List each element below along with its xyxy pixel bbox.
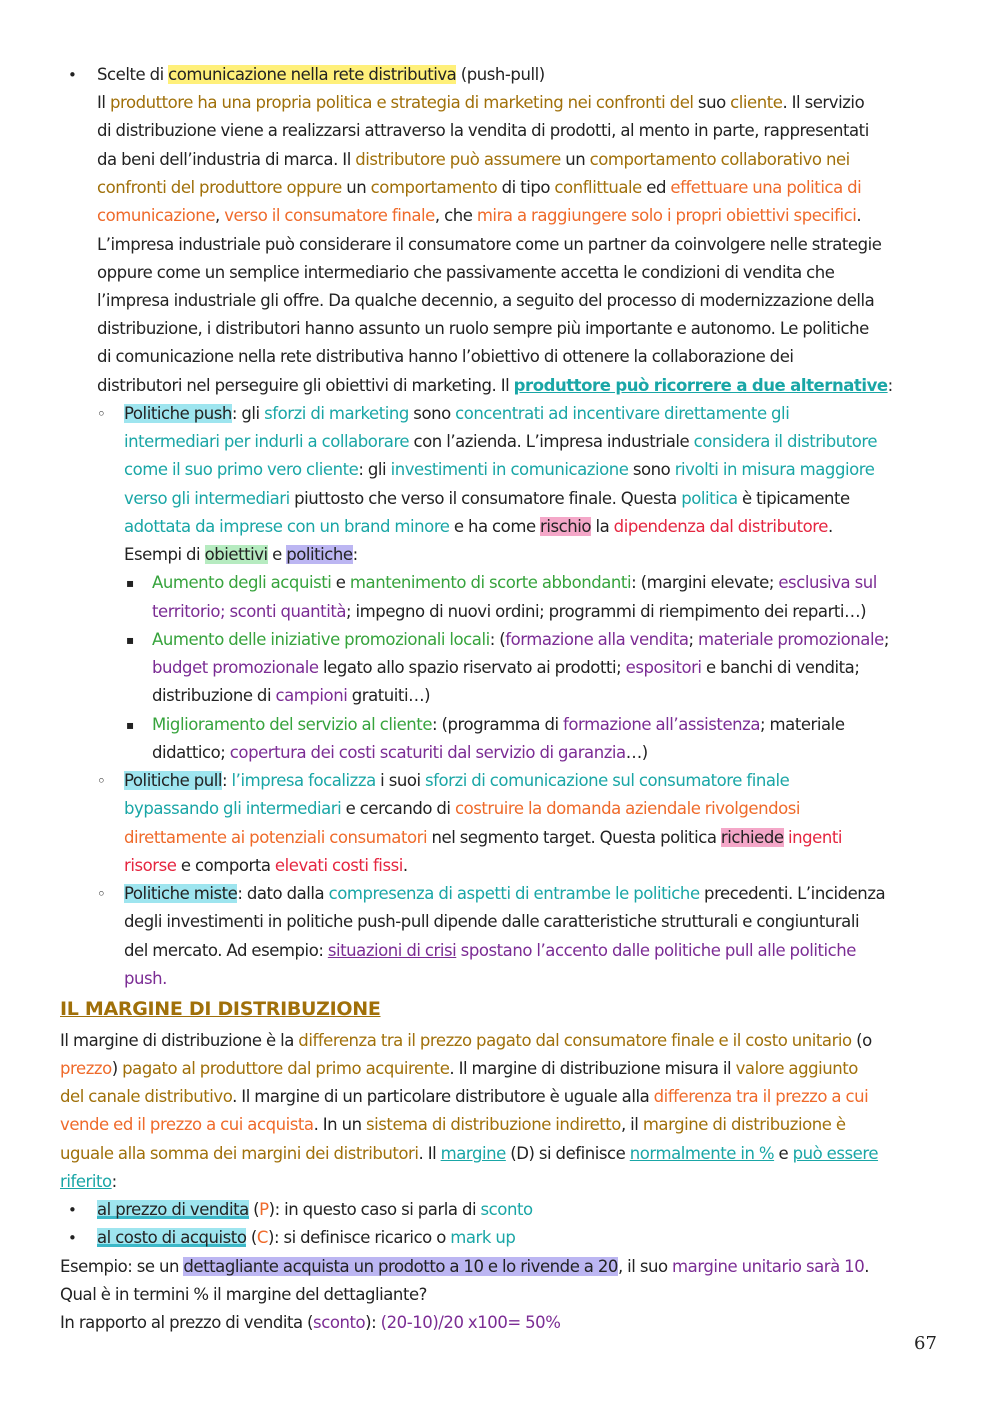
section-title-line — [97, 61, 545, 89]
text: didattico; — [152, 743, 230, 762]
text: precedenti. L’incidenza — [699, 884, 886, 903]
text: In rapporto al prezzo di vendita ( — [60, 1313, 314, 1332]
push-example-line — [152, 569, 877, 597]
text: intermediari per indurli a collaborare — [124, 432, 410, 451]
bullet-square: ▪ — [126, 633, 135, 647]
text: . — [827, 517, 833, 536]
text: …) — [625, 743, 648, 762]
text: costruire la domanda aziendale rivolgendosi — [454, 799, 801, 818]
text: sforzi di comunicazione sul consumatore finale — [425, 771, 790, 790]
text: , il — [620, 1115, 643, 1134]
text: rivolti in misura maggiore — [674, 460, 875, 479]
text: , che — [434, 206, 477, 225]
pull-line — [124, 767, 789, 795]
text: verso gli intermediari — [124, 489, 290, 508]
text: Scelte di — [97, 65, 169, 84]
text: e ha come — [449, 517, 541, 536]
text: uguale alla somma dei margini dei distributori — [60, 1144, 419, 1163]
text: ; — [688, 630, 699, 649]
text: margine unitario sarà 10 — [672, 1257, 865, 1276]
text: e — [774, 1144, 793, 1163]
text: e — [267, 545, 287, 564]
text: : — [222, 771, 232, 790]
margin-line — [60, 1111, 846, 1139]
text: la — [591, 517, 614, 536]
mixed-term: Politiche miste — [124, 884, 238, 903]
text: ; — [883, 630, 889, 649]
text: di tipo — [497, 178, 555, 197]
text: mark up — [450, 1228, 516, 1247]
text: e — [331, 573, 350, 592]
requires-term: richiede — [720, 828, 784, 847]
text: Esempi di — [124, 545, 205, 564]
text: margine di distribuzione è — [642, 1115, 846, 1134]
paragraph-line — [97, 231, 881, 259]
text: l’impresa focalizza — [231, 771, 376, 790]
text: formazione all’assistenza — [563, 715, 761, 734]
push-line — [124, 485, 850, 513]
example-line — [60, 1281, 427, 1309]
text: nel segmento target. Questa politica — [427, 828, 721, 847]
push-line — [124, 400, 789, 428]
bullet-circle: ◦ — [97, 885, 106, 903]
pull-line — [124, 824, 842, 852]
text: : gli — [231, 404, 265, 423]
text: ): — [365, 1313, 381, 1332]
text: e banchi di vendita; — [701, 658, 860, 677]
push-example-line — [152, 626, 889, 654]
text: degli investimenti in politiche push-pull dipende dalle caratteristiche strutturali e congiunturali — [124, 912, 860, 931]
push-example-line — [152, 654, 859, 682]
text: Il margine di distribuzione è la — [60, 1031, 299, 1050]
text: comunicazione — [97, 206, 216, 225]
text: ed — [641, 178, 671, 197]
text: P — [259, 1200, 269, 1219]
text: Qual è in termini % il margine del dettagliante? — [60, 1285, 427, 1304]
paragraph-line — [97, 343, 794, 371]
text: : ( — [489, 630, 506, 649]
text: l’impresa industriale gli offre. Da qualche decennio, a seguito del processo di modernizzazione della — [97, 291, 875, 310]
text: Il — [97, 93, 110, 112]
referred-term: può essere — [792, 1144, 879, 1163]
text: . Il servizio — [782, 93, 865, 112]
text: : (margini elevate; — [631, 573, 779, 592]
push-example-line — [152, 682, 430, 710]
pull-line — [124, 852, 408, 880]
text: (D) si definisce — [505, 1144, 630, 1163]
text: con l’azienda. L’impresa industriale — [409, 432, 694, 451]
selling-price-term: al prezzo di vendita — [97, 1200, 249, 1219]
mixed-line — [124, 880, 885, 908]
mixed-line — [124, 937, 856, 965]
text: ) — [111, 1059, 123, 1078]
text: conflittuale — [554, 178, 642, 197]
text: territorio; sconti quantità — [152, 602, 347, 621]
text: prezzo — [60, 1059, 112, 1078]
text: come il suo primo vero cliente — [124, 460, 359, 479]
text: C — [256, 1228, 268, 1247]
push-example-line — [152, 739, 648, 767]
text: e comporta — [176, 856, 275, 875]
text: gratuiti…) — [347, 686, 431, 705]
text: concentrati ad incentivare direttamente gli — [455, 404, 790, 423]
paragraph-line — [97, 174, 861, 202]
text: formazione alla vendita — [505, 630, 689, 649]
text: adottata da imprese con un brand minore — [124, 517, 450, 536]
bullet-square: ▪ — [126, 576, 135, 590]
paragraph-line — [97, 117, 869, 145]
text: L’impresa industriale può considerare il consumatore come un partner da coinvolgere nelle strategie — [97, 235, 882, 254]
section-heading: IL MARGINE DI DISTRIBUZIONE — [60, 998, 381, 1020]
text: . Il — [418, 1144, 441, 1163]
text: comportamento — [370, 178, 498, 197]
text: un — [560, 150, 590, 169]
bullet-square: ▪ — [126, 718, 135, 732]
text: e cercando di — [341, 799, 455, 818]
bullet-dot: • — [68, 66, 77, 84]
text: : gli — [358, 460, 391, 479]
text: considera il distributore — [693, 432, 878, 451]
highlight-communication: comunicazione nella rete distributiva — [168, 65, 457, 84]
margin-line — [60, 1055, 858, 1083]
paragraph-line — [97, 315, 869, 343]
push-line — [124, 456, 874, 484]
paragraph-line — [97, 202, 861, 230]
text: : — [352, 545, 358, 564]
margin-line — [60, 1140, 878, 1168]
text: del mercato. Ad esempio: — [124, 941, 328, 960]
text: : (programma di — [432, 715, 564, 734]
text: Esempio: se un — [60, 1257, 184, 1276]
paragraph-line — [97, 89, 864, 117]
text: sconto — [313, 1313, 366, 1332]
text: copertura dei costi scaturiti dal servizio di garanzia — [229, 743, 626, 762]
text: vende ed il prezzo a cui acquista — [60, 1115, 314, 1134]
text: ingenti — [787, 828, 842, 847]
text: campioni — [275, 686, 348, 705]
text: direttamente ai potenziali consumatori — [124, 828, 428, 847]
text: pagato al produttore dal primo acquirente — [122, 1059, 450, 1078]
risk-term: rischio — [540, 517, 592, 536]
text: politica — [681, 489, 738, 508]
text: ; impegno di nuovi ordini; programmi di riempimento dei reparti…) — [346, 602, 867, 621]
text: elevati costi fissi — [274, 856, 403, 875]
text: produttore ha una propria politica e strategia di marketing nei confronti del — [109, 93, 694, 112]
text: sono — [408, 404, 456, 423]
text: spostano l’accento dalle politiche pull alle politiche — [460, 941, 856, 960]
text: distribuzione di — [152, 686, 276, 705]
paragraph-line — [97, 146, 850, 174]
text: Aumento degli acquisti — [152, 573, 332, 592]
text: da beni dell’industria di marca. Il — [97, 150, 356, 169]
text: valore aggiunto — [735, 1059, 858, 1078]
text: confronti del produttore oppure — [97, 178, 342, 197]
text: ( — [248, 1200, 260, 1219]
bullet-circle: ◦ — [97, 772, 106, 790]
text: materiale promozionale — [698, 630, 884, 649]
text: distributore può assumere — [355, 150, 561, 169]
text: di comunicazione nella rete distributiva hanno l’obiettivo di ottenere la collaborazione dei — [97, 347, 794, 366]
text: effettuare una politica di — [670, 178, 862, 197]
pull-line — [124, 795, 800, 823]
purchase-cost-term: al costo di acquisto — [97, 1228, 247, 1247]
paragraph-line — [97, 372, 893, 400]
text: del canale distributivo — [60, 1087, 233, 1106]
text: ( — [246, 1228, 257, 1247]
margin-line — [60, 1027, 872, 1055]
text: dipendenza dal distributore — [613, 517, 828, 536]
margin-list-item — [97, 1224, 515, 1252]
policies-term: politiche — [286, 545, 353, 564]
text: sforzi di marketing — [264, 404, 409, 423]
text: , il suo — [617, 1257, 673, 1276]
formula: (20-10)/20 x100= 50% — [380, 1313, 561, 1332]
page-number: 67 — [914, 1333, 937, 1354]
margin-term: margine — [440, 1144, 506, 1163]
objectives-term: obiettivi — [204, 545, 268, 564]
paragraph-line — [97, 259, 835, 287]
text: ): si definisce ricarico o — [267, 1228, 451, 1247]
two-alternatives-emphasis: produttore può ricorrere a due alternative — [513, 376, 888, 395]
text: un — [341, 178, 371, 197]
text: esclusiva sul — [778, 573, 877, 592]
text: . Il margine di un particolare distributore è uguale alla — [232, 1087, 654, 1106]
mixed-line — [124, 965, 167, 993]
text: . In un — [313, 1115, 366, 1134]
text: espositori — [625, 658, 702, 677]
example-line — [60, 1253, 869, 1281]
bullet-dot: • — [68, 1201, 77, 1219]
text: . — [864, 1257, 870, 1276]
text: distributori nel perseguire gli obiettivi di marketing. Il — [97, 376, 514, 395]
bullet-dot: • — [68, 1229, 77, 1247]
text: mantenimento di scorte abbondanti — [349, 573, 632, 592]
paragraph-line — [97, 287, 874, 315]
text: sono — [628, 460, 675, 479]
text: . Il margine di distribuzione misura il — [449, 1059, 736, 1078]
text: : dato dalla — [237, 884, 329, 903]
text: budget promozionale — [152, 658, 319, 677]
text: piuttosto che verso il consumatore finale. Questa — [289, 489, 682, 508]
push-line — [124, 428, 877, 456]
text: Miglioramento del servizio al cliente — [152, 715, 433, 734]
text: investimenti in comunicazione — [390, 460, 629, 479]
text: cliente — [730, 93, 783, 112]
text: (o — [851, 1031, 872, 1050]
percent-term: normalmente in % — [629, 1144, 775, 1163]
text: è tipicamente — [737, 489, 850, 508]
text: differenza tra il prezzo pagato dal consumatore finale e il costo unitario — [298, 1031, 852, 1050]
text: sconto — [480, 1200, 533, 1219]
retailer-example: dettagliante acquista un prodotto a 10 e lo rivende a 20 — [183, 1257, 618, 1276]
margin-line — [60, 1168, 117, 1196]
referred-term: riferito — [60, 1172, 112, 1191]
text: , — [215, 206, 225, 225]
example-line — [60, 1309, 560, 1337]
text: di distribuzione viene a realizzarsi attraverso la vendita di prodotti, al mento in parte, rappresentati — [97, 121, 869, 140]
text: Aumento delle iniziative promozionali locali — [152, 630, 490, 649]
text: legato allo spazio riservato ai prodotti; — [318, 658, 626, 677]
text: distribuzione, i distributori hanno assunto un ruolo sempre più importante e autonomo. Le politiche — [97, 319, 869, 338]
margin-list-item — [97, 1196, 533, 1224]
text: ; materiale — [760, 715, 845, 734]
text: i suoi — [375, 771, 426, 790]
text: bypassando gli intermediari — [124, 799, 342, 818]
text: sistema di distribuzione indiretto — [366, 1115, 621, 1134]
text: push. — [124, 969, 167, 988]
text: oppure come un semplice intermediario che passivamente accetta le condizioni di vendita che — [97, 263, 835, 282]
text: . — [402, 856, 408, 875]
margin-line — [60, 1083, 868, 1111]
text: differenza tra il prezzo a cui — [653, 1087, 869, 1106]
text: suo — [693, 93, 731, 112]
text: (push-pull) — [456, 65, 545, 84]
push-example-line — [152, 711, 845, 739]
text: . — [856, 206, 862, 225]
text: : — [111, 1172, 117, 1191]
crisis-term: situazioni di crisi — [327, 941, 457, 960]
push-example-line — [152, 598, 866, 626]
text: risorse — [124, 856, 177, 875]
text: comportamento collaborativo nei — [589, 150, 850, 169]
mixed-line — [124, 908, 859, 936]
push-line — [124, 541, 358, 569]
text: compresenza di aspetti di entrambe le politiche — [328, 884, 700, 903]
text: verso il consumatore finale — [224, 206, 435, 225]
text: ): in questo caso si parla di — [268, 1200, 481, 1219]
text: mira a raggiungere solo i propri obiettivi specifici — [476, 206, 857, 225]
bullet-circle: ◦ — [97, 405, 106, 423]
push-line — [124, 513, 833, 541]
pull-term: Politiche pull — [124, 771, 223, 790]
text: : — [887, 376, 893, 395]
push-term: Politiche push — [124, 404, 232, 423]
